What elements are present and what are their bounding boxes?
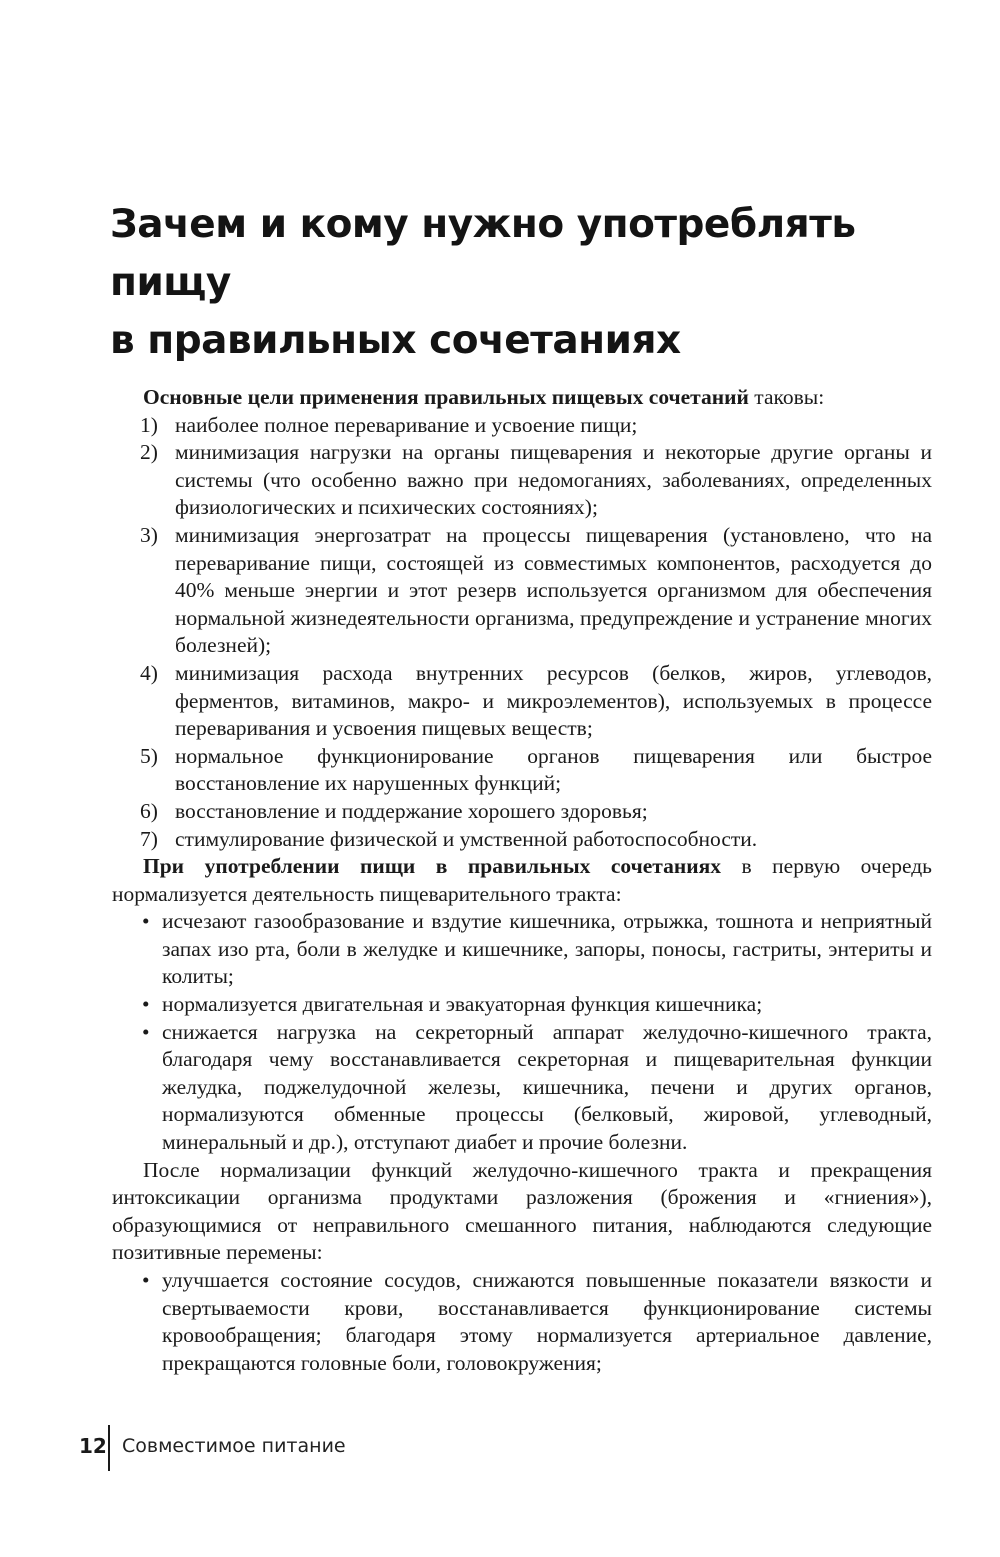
digestion-bold: При употреблении пищи в правильных сочетаниях <box>143 854 721 879</box>
list-item-number: 2) <box>140 440 158 465</box>
bullet-icon: • <box>142 1268 150 1292</box>
list-item <box>112 412 932 440</box>
list-item-text: восстановление и поддержание хорошего здоровья; <box>175 798 648 823</box>
list-item-text: минимизация расхода внутренних ресурсов (белков, жиров, углеводов, ферментов, витаминов, макро- и микроэлементов), используемых в процессе переваривания и усвоения пищевых веществ; <box>175 660 932 741</box>
list-item-text: минимизация нагрузки на органы пищеварения и некоторые другие органы и системы (что особенно важно при недомоганиях, заболеваниях, определенных физиологических и психических состояниях); <box>175 440 932 520</box>
page-number: 12 <box>79 1434 107 1458</box>
bullet-item <box>112 908 932 991</box>
bullet-item <box>112 991 932 1019</box>
bullet-item <box>112 1267 932 1377</box>
bullet-text: исчезают газообразование и вздутие кишечника, отрыжка, тошнота и неприятный запах изо рта, боли в желудке и кишечнике, запоры, поносы, гастриты, энтериты и колиты; <box>162 909 932 989</box>
list-item <box>112 826 932 854</box>
body-text <box>112 384 932 1377</box>
bullet-text: нормализуется двигательная и эвакуаторная функция кишечника; <box>162 992 763 1017</box>
positive-changes-bullets <box>112 1267 932 1377</box>
bullet-icon: • <box>142 992 150 1017</box>
list-item-number: 7) <box>140 826 158 851</box>
page-title-line-2: в правильных сочетаниях <box>110 318 681 363</box>
list-item-number: 4) <box>140 660 158 685</box>
bullet-icon: • <box>142 909 150 934</box>
bullet-icon: • <box>142 1019 150 1044</box>
list-item-number: 5) <box>140 743 158 768</box>
goals-list <box>112 412 932 854</box>
list-item <box>112 743 932 798</box>
digestion-rest: в первую очередь нормализуется деятельность пищеварительного тракта: <box>112 854 932 906</box>
list-item <box>112 798 932 826</box>
positive-changes-paragraph: После нормализации функций желудочно-кишечного тракта и прекращения интоксикации организма продуктами разложения (брожения и «гниения»), образующимися от неправильного смешанного питания, наблюдаются следующие позитивные перемены: <box>112 1157 932 1265</box>
bullet-text: улучшается состояние сосудов, снижаются повышенные показатели вязкости и свертываемости крови, восстанавливается функционирование системы кровообращения; благодаря этому нормализуется артериальное давление, прекращаются головные боли, головокружения; <box>162 1268 932 1375</box>
intro-paragraph <box>112 384 932 412</box>
list-item-text: минимизация энергозатрат на процессы пищеварения (установлено, что на переваривание пищи, состоящей из совместимых компонентов, расходуется до 40% меньше энергии и этот резерв используется организмом для обеспечения нормальной жизнедеятельности организма, предупреждение и устранение многих болезней); <box>175 522 932 658</box>
bullet-item <box>112 1019 932 1157</box>
digestion-bullets <box>112 908 932 1156</box>
intro-bold: Основные цели применения правильных пищевых сочетаний <box>143 385 749 409</box>
page-title <box>110 196 940 370</box>
list-item-number: 6) <box>140 798 158 823</box>
list-item-text: нормальное функционирование органов пищеварения или быстрое восстановление их нарушенных функций; <box>175 743 932 796</box>
list-item-text: наиболее полное переваривание и усвоение пищи; <box>175 412 638 437</box>
list-item-number: 3) <box>140 522 158 547</box>
list-item <box>112 522 932 660</box>
intro-rest: таковы: <box>748 385 825 409</box>
digestion-paragraph <box>112 853 932 908</box>
list-item-number: 1) <box>140 412 158 437</box>
bullet-text: снижается нагрузка на секреторный аппарат желудочно-кишечного тракта, благодаря чему восстанавливается секреторная и пищеварительная функции желудка, поджелудочной железы, кишечника, печени и других органов, нормализуются обменные процессы (белковый, жировой, углеводный, минеральный и др.), отступают диабет и прочие болезни. <box>162 1019 932 1155</box>
footer-divider <box>108 1425 110 1471</box>
running-footer-title: Совместимое питание <box>122 1435 346 1457</box>
list-item <box>112 439 932 522</box>
list-item-text: стимулирование физической и умственной работоспособности. <box>175 826 758 851</box>
list-item <box>112 660 932 743</box>
page-title-line-1: Зачем и кому нужно употреблять пищу <box>110 202 856 305</box>
